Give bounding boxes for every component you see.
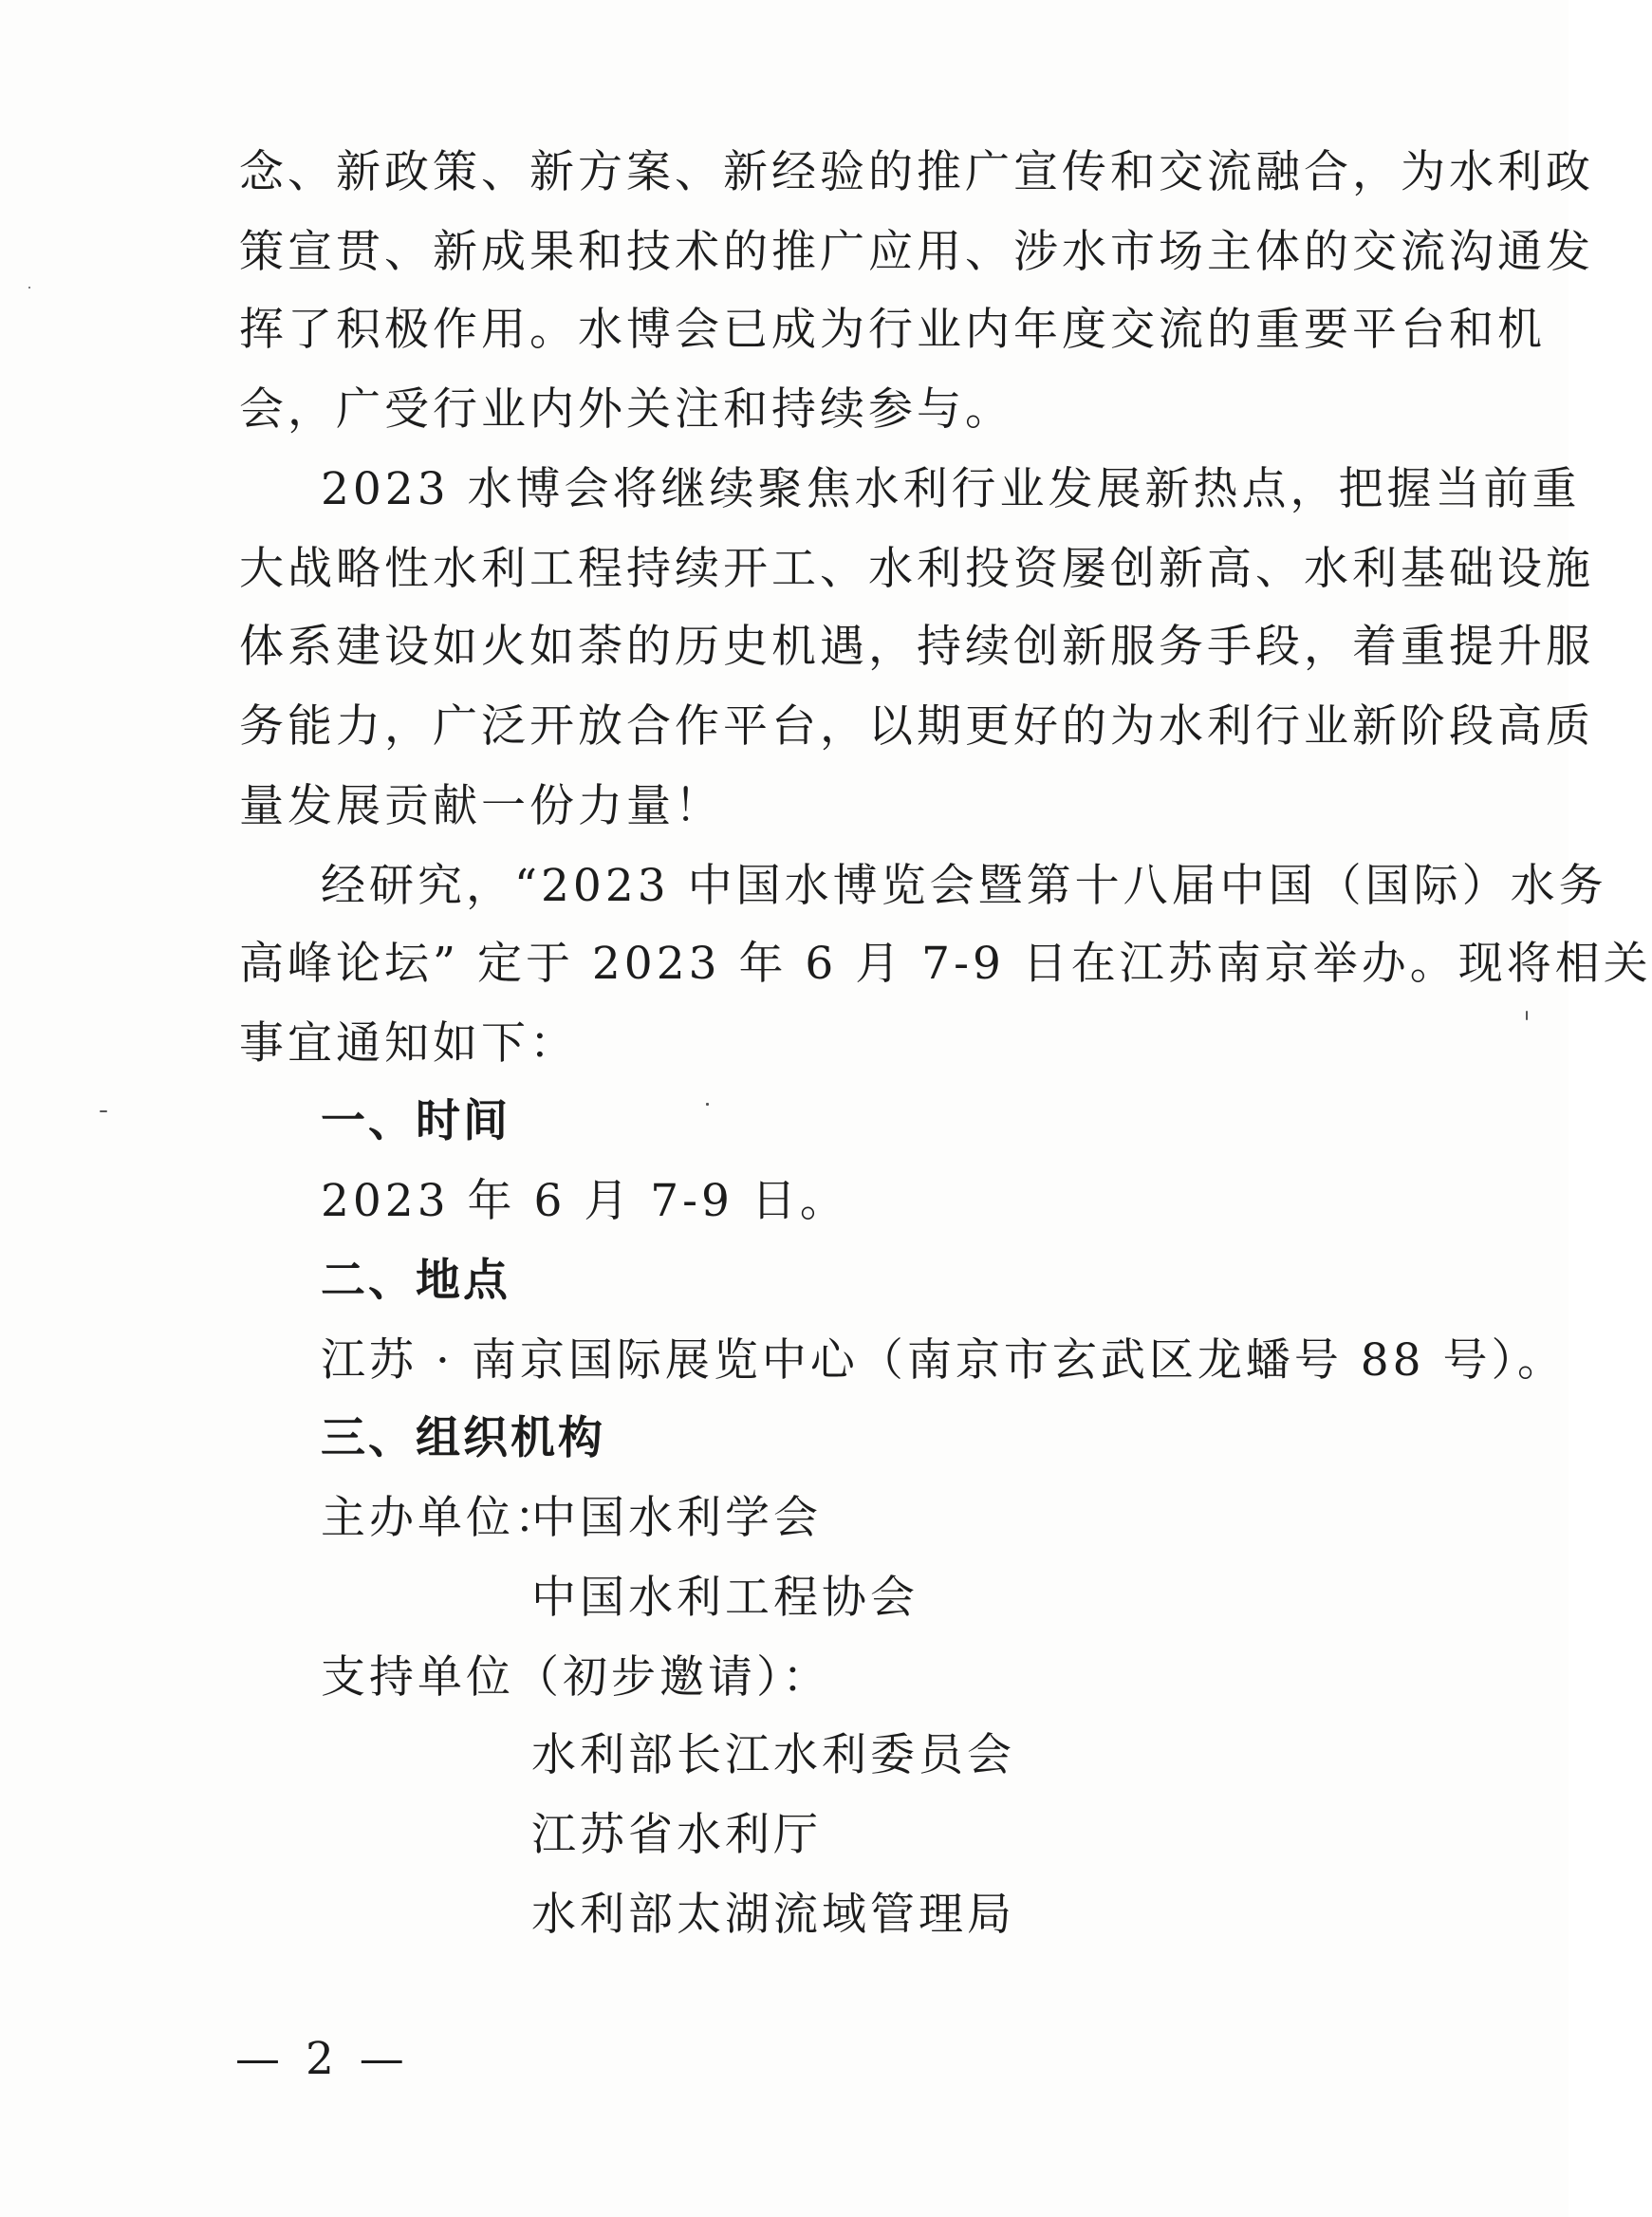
support-organization: 江苏省水利厅 <box>531 1809 822 1861</box>
scan-speck <box>100 1110 107 1112</box>
paragraph-line: 量发展贡献一份力量！ <box>239 780 723 832</box>
paragraph-line: 务能力，广泛开放合作平台，以期更好的为水利行业新阶段高质 <box>239 700 1594 753</box>
page-number: — 2 — <box>235 2033 410 2085</box>
paragraph-line: 2023 水博会将继续聚焦水利行业发展新热点，把握当前重 <box>321 463 1581 515</box>
paragraph-line: 会，广受行业内外关注和持续参与。 <box>239 383 1013 436</box>
scan-speck <box>1526 1011 1528 1020</box>
scan-speck <box>706 1103 709 1106</box>
paragraph-line: 挥了积极作用。水博会已成为行业内年度交流的重要平台和机 <box>239 304 1546 356</box>
paragraph-line: 大战略性水利工程持续开工、水利投资屡创新高、水利基础设施 <box>239 543 1594 595</box>
paragraph-line: 策宣贯、新成果和技术的推广应用、涉水市场主体的交流沟通发 <box>239 226 1594 278</box>
paragraph-line: 经研究，“2023 中国水博览会暨第十八届中国（国际）水务 <box>321 860 1607 912</box>
paragraph-line: 高峰论坛” 定于 2023 年 6 月 7-9 日在江苏南京举办。现将相关 <box>239 938 1652 990</box>
host-organization: 中国水利学会 <box>531 1492 822 1544</box>
host-label: 主办单位： <box>321 1492 563 1544</box>
place-content: 江苏 · 南京国际展览中心（南京市玄武区龙蟠号 88 号）。 <box>321 1334 1567 1387</box>
section-heading-organization: 三、组织机构 <box>321 1412 605 1464</box>
scan-speck <box>28 287 30 289</box>
support-organization: 水利部长江水利委员会 <box>531 1729 1015 1781</box>
time-content: 2023 年 6 月 7-9 日。 <box>321 1175 848 1227</box>
host-organization: 中国水利工程协会 <box>531 1572 919 1624</box>
paragraph-line: 事宜通知如下： <box>239 1017 578 1070</box>
support-label: 支持单位（初步邀请）： <box>321 1651 831 1704</box>
paragraph-line: 体系建设如火如荼的历史机遇，持续创新服务手段，着重提升服 <box>239 621 1594 673</box>
support-organization: 水利部太湖流域管理局 <box>531 1889 1015 1941</box>
paragraph-line: 念、新政策、新方案、新经验的推广宣传和交流融合，为水利政 <box>239 146 1594 198</box>
section-heading-place: 二、地点 <box>321 1255 510 1307</box>
section-heading-time: 一、时间 <box>321 1095 510 1147</box>
